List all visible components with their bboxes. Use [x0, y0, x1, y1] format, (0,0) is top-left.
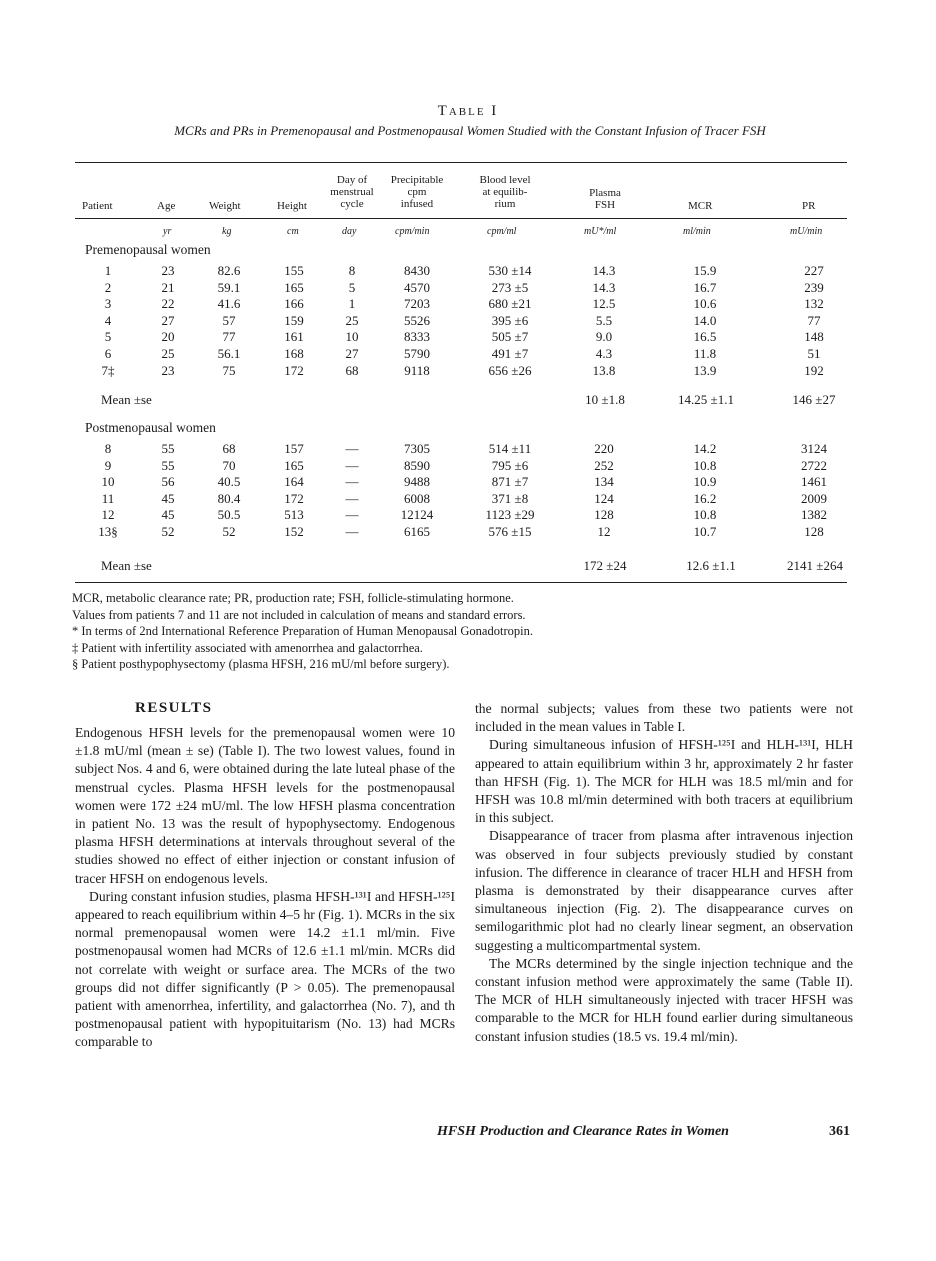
cell-patient: 6 — [104, 346, 112, 361]
cell-mcr: 11.8 — [693, 346, 717, 361]
cell-blood-level: 871 ±7 — [491, 474, 529, 490]
cell-mcr: 14.0 — [693, 312, 717, 328]
cell-pr: 2722 — [801, 457, 827, 473]
cell-mcr: 10.9 — [693, 474, 717, 490]
mean-label: Mean ±se — [101, 392, 152, 407]
mean-pr: 2141 ±264 — [787, 558, 843, 573]
unit-weight: kg — [222, 226, 232, 237]
cell-height: 155 — [284, 263, 304, 278]
cell-plasma-fsh: 128 — [594, 507, 614, 523]
cell-plasma-fsh: 14.3 — [592, 263, 616, 278]
cell-weight: 41.6 — [217, 296, 241, 312]
section-label-premenopausal: Premenopausal women — [85, 242, 211, 257]
cell-weight: 59.1 — [217, 279, 241, 295]
paragraph: During simultaneous infusion of HFSH-¹²⁵I and HLH-¹³¹I, HLH appeared to attain equilibrium within 3 hr, approximately 2 hr faster than HFSH (Fig. 1). The MCR for HLH was 18.5 ml/min and for HFSH was 10.8 ml/min determined with both tracers at equilibrium in this subject. — [475, 737, 853, 826]
cell-height: 165 — [284, 279, 304, 295]
cell-mcr: 10.6 — [693, 296, 717, 312]
header-weight: Weight — [209, 200, 241, 212]
cell-patient: 1 — [104, 263, 112, 278]
cell-pr: 128 — [804, 524, 824, 539]
cell-age: 23 — [161, 362, 175, 378]
table-bottom-rule — [75, 582, 847, 583]
cell-mcr: 13.9 — [693, 362, 717, 378]
cell-patient: 4 — [104, 312, 112, 328]
cell-weight: 50.5 — [217, 507, 241, 523]
cell-mcr: 10.8 — [693, 457, 717, 473]
cell-height: 168 — [284, 346, 304, 361]
cell-blood-level: 530 ±14 — [488, 263, 532, 278]
cell-mcr: 15.9 — [693, 263, 717, 278]
header-blood-level: Blood level at equilib- rium — [479, 174, 531, 210]
results-left-column — [75, 724, 455, 1052]
cell-plasma-fsh: 14.3 — [592, 279, 616, 295]
cell-weight: 75 — [222, 362, 236, 378]
cell-patient: 3 — [104, 296, 112, 312]
cell-blood-level: 273 ±5 — [491, 279, 529, 295]
cell-patient: 7‡ — [101, 362, 115, 378]
cell-day: — — [345, 524, 359, 539]
cell-height: 513 — [284, 507, 304, 523]
cell-blood-level: 795 ±6 — [491, 457, 529, 473]
cell-height: 166 — [284, 296, 304, 312]
unit-pr: mU/min — [790, 226, 823, 237]
cell-age: 55 — [161, 457, 175, 473]
footnote: * In terms of 2nd International Reference Preparation of Human Menopausal Gonadotropin. — [72, 624, 533, 638]
cell-day: 68 — [345, 362, 359, 378]
unit-cpm: cpm/min — [395, 226, 430, 237]
cell-day: — — [345, 490, 359, 506]
header-plasma-fsh: Plasma FSH — [589, 187, 621, 211]
paragraph: the normal subjects; values from these two patients were not included in the mean values in Table I. — [475, 701, 853, 735]
cell-plasma-fsh: 4.3 — [595, 346, 613, 361]
cell-mcr: 16.2 — [693, 490, 717, 506]
cell-day: — — [345, 441, 359, 456]
cell-age: 21 — [161, 279, 175, 295]
cell-patient: 8 — [104, 441, 112, 456]
cell-cpm: 7305 — [404, 441, 430, 456]
mean-mcr: 12.6 ±1.1 — [686, 558, 736, 573]
cell-day: — — [345, 507, 359, 523]
paragraph: Endogenous HFSH levels for the premenopausal women were 10 ±1.8 mU/ml (mean ± se) (Table I). The two lowest values, found in subject Nos. 4 and 6, were obtained during the late luteal phase of the menstrual cycles. Plasma HFSH levels for the postmenopausal women were 172 ±24 mU/ml. The low HFSH plasma concentration in patient No. 13 was the result of hypophysectomy. Endogenous plasma HFSH determinations at intervals throughout several of the studies showed no effect of either injection or constant infusion of tracer HFSH on endogenous levels. — [75, 725, 455, 886]
unit-mcr: ml/min — [683, 226, 711, 237]
cell-blood-level: 505 ±7 — [491, 329, 529, 345]
cell-weight: 82.6 — [217, 263, 241, 278]
cell-plasma-fsh: 13.8 — [592, 362, 616, 378]
cell-cpm: 12124 — [400, 507, 434, 523]
cell-patient: 2 — [104, 279, 112, 295]
cell-pr: 1382 — [801, 507, 827, 523]
cell-day: 5 — [348, 279, 356, 295]
footnote: ‡ Patient with infertility associated with amenorrhea and galactorrhea. — [72, 640, 423, 655]
cell-pr: 148 — [804, 329, 824, 345]
cell-blood-level: 491 ±7 — [491, 346, 529, 361]
cell-cpm: 8430 — [404, 263, 430, 278]
cell-height: 159 — [284, 312, 304, 328]
mean-pr: 146 ±27 — [792, 392, 836, 407]
table-header-rule — [75, 218, 847, 219]
cell-plasma-fsh: 9.0 — [595, 329, 613, 345]
cell-plasma-fsh: 124 — [594, 490, 614, 506]
cell-cpm: 6165 — [404, 524, 430, 539]
cell-cpm: 4570 — [404, 279, 430, 295]
cell-weight: 80.4 — [217, 490, 241, 506]
cell-cpm: 6008 — [404, 490, 430, 506]
footnote: Values from patients 7 and 11 are not included in calculation of means and standard errors. — [72, 607, 526, 622]
cell-mcr: 16.5 — [693, 329, 717, 345]
cell-plasma-fsh: 252 — [594, 457, 614, 473]
cell-age: 52 — [161, 524, 175, 539]
cell-weight: 56.1 — [217, 346, 241, 361]
paragraph: Disappearance of tracer from plasma after intravenous injection was observed in four subjects previously studied by constant infusion. The difference in clearance of tracer HLH and HFSH from plasma is demonstrated by their disappearance curves after simultaneous injection (Fig. 2). The disappearance curves on semilogarithmic plot had no clearly linear segment, an observation suggesting a multicompartmental system. — [475, 828, 853, 953]
cell-plasma-fsh: 5.5 — [595, 312, 613, 328]
cell-pr: 51 — [807, 346, 821, 361]
cell-age: 45 — [161, 490, 175, 506]
cell-age: 20 — [161, 329, 175, 345]
header-patient: Patient — [82, 200, 113, 212]
cell-height: 172 — [284, 490, 304, 506]
cell-plasma-fsh: 12.5 — [592, 296, 616, 312]
cell-mcr: 16.7 — [693, 279, 717, 295]
mean-fsh: 172 ±24 — [583, 558, 627, 573]
cell-blood-level: 656 ±26 — [488, 362, 532, 378]
cell-mcr: 10.8 — [693, 507, 717, 523]
cell-mcr: 10.7 — [693, 524, 717, 539]
cell-cpm: 9118 — [404, 362, 430, 378]
cell-age: 22 — [161, 296, 175, 312]
mean-fsh: 10 ±1.8 — [585, 392, 625, 407]
results-right-column — [475, 700, 853, 1046]
table-title: Table I — [437, 103, 499, 119]
cell-patient: 5 — [104, 329, 112, 345]
cell-cpm: 5790 — [404, 346, 430, 361]
cell-pr: 3124 — [801, 441, 827, 456]
cell-pr: 239 — [804, 279, 824, 295]
cell-age: 55 — [161, 441, 175, 456]
cell-cpm: 8333 — [404, 329, 430, 345]
cell-age: 27 — [161, 312, 175, 328]
cell-patient: 10 — [101, 474, 115, 490]
footnote: § Patient posthypophysectomy (plasma HFSH, 216 mU/ml before surgery). — [72, 657, 450, 671]
cell-patient: 9 — [104, 457, 112, 473]
cell-weight: 70 — [222, 457, 236, 473]
cell-pr: 132 — [804, 296, 824, 312]
cell-day: — — [345, 457, 359, 473]
cell-blood-level: 371 ±8 — [491, 490, 529, 506]
cell-cpm: 5526 — [404, 312, 430, 328]
cell-height: 165 — [284, 457, 304, 473]
unit-age: yr — [163, 226, 172, 237]
section-label-postmenopausal: Postmenopausal women — [85, 420, 216, 435]
cell-height: 152 — [284, 524, 304, 539]
header-height: Height — [277, 200, 307, 212]
cell-day: 25 — [345, 312, 359, 328]
cell-blood-level: 395 ±6 — [491, 312, 529, 328]
cell-age: 56 — [161, 474, 175, 490]
mean-label: Mean ±se — [101, 558, 152, 573]
cell-weight: 40.5 — [217, 474, 241, 490]
paragraph: During constant infusion studies, plasma HFSH-¹³¹I and HFSH-¹²⁵I appeared to reach equilibrium within 4–5 hr (Fig. 1). MCRs in the six normal premenopausal women were 14.2 ±1.1 ml/min. Five postmenopausal women had MCRs of 12.6 ±1.1 ml/min. MCRs did not correlate with weight or surface area. The MCRs of the two groups did not differ significantly (P > 0.05). The premenopausal patient with amenorrhea, infertility, and galactorrhea (No. 7), and th postmenopausal patient with hypopituitarism (No. 13) had MCRs comparable to — [75, 888, 455, 1050]
cell-cpm: 7203 — [404, 296, 430, 312]
cell-age: 45 — [161, 507, 175, 523]
cell-weight: 57 — [222, 312, 236, 328]
cell-height: 164 — [284, 474, 304, 490]
cell-height: 157 — [284, 441, 304, 456]
cell-pr: 227 — [804, 263, 824, 278]
cell-height: 172 — [284, 362, 304, 378]
running-title: HFSH Production and Clearance Rates in Women — [437, 1124, 729, 1139]
header-pr: PR — [802, 200, 816, 212]
unit-fsh: mU*/ml — [584, 226, 617, 237]
cell-age: 23 — [161, 263, 175, 278]
cell-patient: 11 — [101, 490, 115, 506]
header-mcr: MCR — [688, 200, 713, 212]
cell-plasma-fsh: 12 — [597, 524, 611, 539]
header-cpm: Precipitable cpm infused — [390, 174, 444, 210]
footnote: MCR, metabolic clearance rate; PR, production rate; FSH, follicle-stimulating hormone. — [72, 591, 514, 605]
unit-blood: cpm/ml — [487, 226, 517, 237]
cell-day: — — [345, 474, 359, 490]
cell-blood-level: 576 ±15 — [488, 524, 532, 539]
cell-pr: 1461 — [801, 474, 827, 490]
cell-day: 8 — [348, 263, 356, 278]
cell-weight: 77 — [222, 329, 236, 345]
unit-height: cm — [287, 226, 299, 237]
cell-plasma-fsh: 134 — [594, 474, 614, 490]
cell-cpm: 8590 — [404, 457, 430, 473]
table-caption: MCRs and PRs in Premenopausal and Postmenopausal Women Studied with the Constant Infusion of Tracer FSH — [174, 123, 766, 138]
cell-patient: 13§ — [98, 524, 118, 539]
cell-day: 27 — [345, 346, 359, 361]
header-age: Age — [157, 200, 176, 212]
paragraph: The MCRs determined by the single injection technique and the constant infusion method were approximately the same (Table II). The MCR of HLH simultaneously injected with tracer HFSH was comparable to the MCR for HLH found earlier during simultaneous constant infusion studies (18.5 vs. 19.4 ml/min). — [475, 955, 853, 1044]
cell-day: 1 — [348, 296, 356, 312]
cell-day: 10 — [345, 329, 359, 345]
page-number: 361 — [829, 1124, 850, 1139]
cell-age: 25 — [161, 346, 175, 361]
cell-plasma-fsh: 220 — [594, 441, 614, 456]
cell-blood-level: 514 ±11 — [488, 441, 532, 456]
cell-height: 161 — [284, 329, 304, 345]
cell-pr: 77 — [807, 312, 821, 328]
table-footnotes — [72, 590, 852, 673]
cell-pr: 2009 — [801, 490, 827, 506]
cell-blood-level: 1123 ±29 — [485, 507, 535, 523]
table-top-rule — [75, 162, 847, 163]
cell-pr: 192 — [804, 362, 824, 378]
results-heading: RESULTS — [135, 700, 213, 716]
unit-day: day — [342, 226, 357, 237]
cell-blood-level: 680 ±21 — [488, 296, 532, 312]
cell-patient: 12 — [101, 507, 115, 523]
cell-weight: 52 — [222, 524, 236, 539]
mean-mcr: 14.25 ±1.1 — [678, 392, 734, 407]
header-day: Day of menstrual cycle — [330, 174, 374, 210]
cell-weight: 68 — [222, 441, 236, 456]
cell-cpm: 9488 — [404, 474, 430, 490]
cell-mcr: 14.2 — [693, 441, 717, 456]
